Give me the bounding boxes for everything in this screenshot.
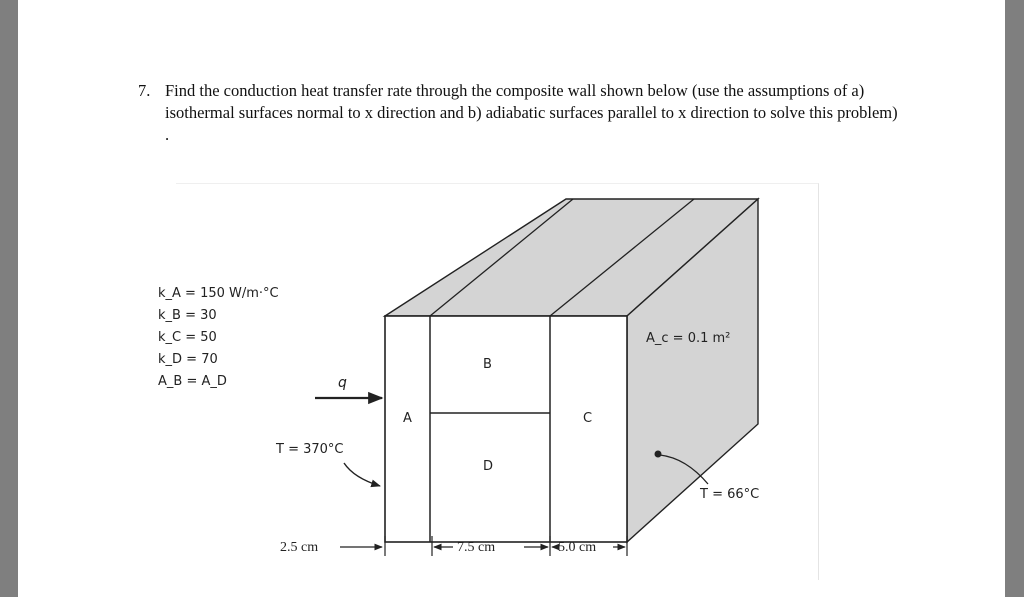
outlet-temperature-point (655, 451, 662, 458)
dimension-a: 2.5 cm (280, 540, 319, 555)
heat-flow-label: q (338, 375, 347, 391)
inlet-temperature-label: T = 370°C (276, 442, 344, 457)
property-kc: k_C = 50 (158, 330, 217, 345)
layer-label-b: B (483, 357, 492, 372)
layer-label-a: A (403, 411, 412, 426)
property-kd: k_D = 70 (158, 352, 218, 367)
inlet-temperature-leader (344, 463, 380, 486)
property-ka: k_A = 150 W/m·°C (158, 286, 279, 301)
dimension-b: 7.5 cm (457, 540, 496, 555)
document-page (18, 0, 1005, 597)
layer-label-d: D (483, 459, 494, 474)
outlet-temperature-label: T = 66°C (700, 487, 760, 502)
property-area-eq: A_B = A_D (158, 374, 227, 389)
dimension-c: 5.0 cm (558, 540, 597, 555)
problem-text: Find the conduction heat transfer rate through the composite wall shown below (use the assumptions of a) isothermal surfaces normal to x direction and b) adiabatic surfaces parallel to x direction to solve this problem) . (165, 81, 898, 144)
problem-number: 7. (138, 81, 151, 100)
property-kb: k_B = 30 (158, 308, 217, 323)
wall-front-face (385, 316, 627, 542)
layer-label-c: C (583, 411, 593, 426)
area-label: A_c = 0.1 m² (646, 331, 731, 346)
composite-wall-figure (18, 0, 1005, 597)
